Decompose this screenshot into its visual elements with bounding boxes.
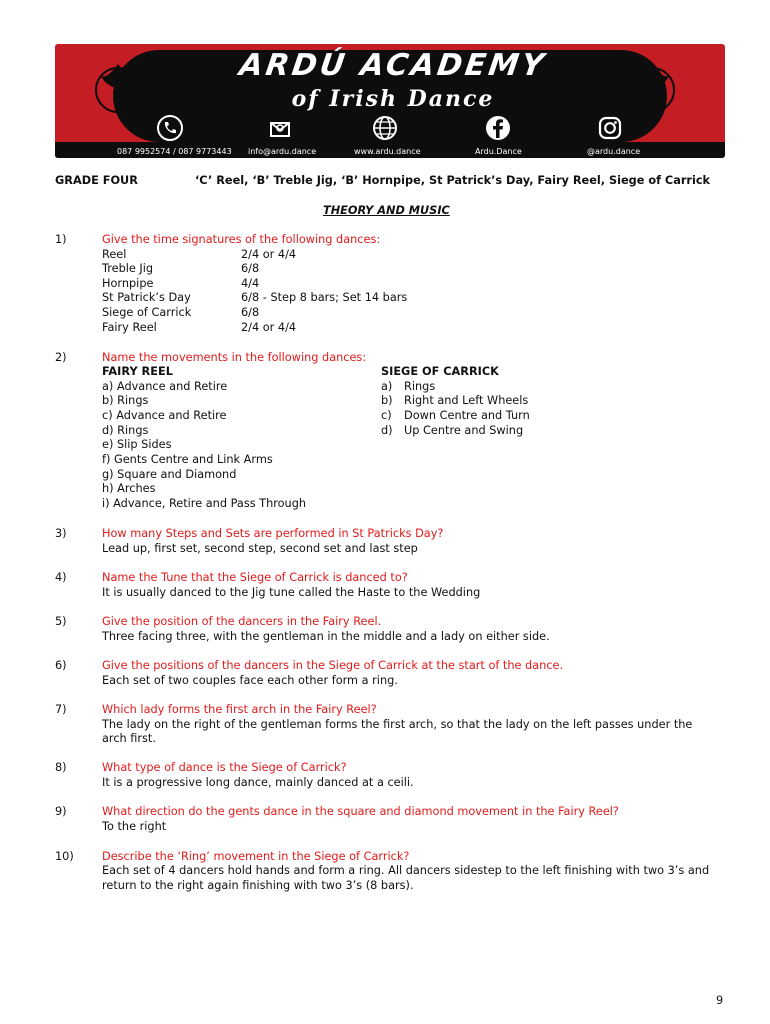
movement-item: i) Advance, Retire and Pass Through bbox=[102, 497, 307, 510]
question-number: 4) bbox=[55, 571, 67, 584]
section-title: THEORY AND MUSIC bbox=[323, 204, 450, 217]
globe-icon bbox=[371, 114, 399, 142]
dance-name: Hornpipe bbox=[102, 277, 154, 290]
question-text: Name the movements in the following dances: bbox=[102, 351, 367, 364]
answer-text: It is usually danced to the Jig tune called the Haste to the Wedding bbox=[102, 586, 481, 599]
movement-item: e) Slip Sides bbox=[102, 438, 172, 451]
contact-phone: 087 9952574 / 087 9773443 bbox=[117, 147, 232, 156]
answer-text: Each set of 4 dancers hold hands and form a ring. All dancers sidestep to the left finishing with two 3’s and bbox=[102, 864, 710, 877]
answer-text: arch first. bbox=[102, 732, 156, 745]
dance-name: St Patrick’s Day bbox=[102, 291, 191, 304]
movement-item: Down Centre and Turn bbox=[404, 409, 530, 422]
question-number: 6) bbox=[55, 659, 67, 672]
instagram-icon bbox=[596, 114, 624, 142]
question-number: 5) bbox=[55, 615, 67, 628]
question-text: How many Steps and Sets are performed in St Patricks Day? bbox=[102, 527, 444, 540]
question-number: 8) bbox=[55, 761, 67, 774]
movement-item: f) Gents Centre and Link Arms bbox=[102, 453, 273, 466]
question-number: 9) bbox=[55, 805, 67, 818]
contact-email: info@ardu.dance bbox=[248, 147, 317, 156]
answer-text: To the right bbox=[102, 820, 167, 833]
movement-item: Rings bbox=[404, 380, 436, 393]
answer-text: It is a progressive long dance, mainly danced at a ceili. bbox=[102, 776, 414, 789]
question-number: 10) bbox=[55, 850, 74, 863]
email-icon bbox=[266, 114, 294, 142]
phone-icon bbox=[156, 114, 184, 142]
page-number: 9 bbox=[716, 994, 724, 1007]
question-text: What direction do the gents dance in the square and diamond movement in the Fairy Reel? bbox=[102, 805, 619, 818]
movement-letter: b) bbox=[381, 394, 393, 407]
grade-dances: ‘C’ Reel, ‘B’ Treble Jig, ‘B’ Hornpipe, St Patrick’s Day, Fairy Reel, Siege of Carrick bbox=[195, 174, 711, 187]
academy-subtitle: of Irish Dance bbox=[291, 86, 495, 112]
answer-text: return to the right again finishing with two 3’s (8 bars). bbox=[102, 879, 414, 892]
time-signature: 6/8 bbox=[241, 306, 260, 319]
facebook-icon bbox=[484, 114, 512, 142]
movement-letter: c) bbox=[381, 409, 392, 422]
movement-item: d) Rings bbox=[102, 424, 149, 437]
answer-text: Three facing three, with the gentleman in the middle and a lady on either side. bbox=[102, 630, 550, 643]
question-text: Give the position of the dancers in the Fairy Reel. bbox=[102, 615, 382, 628]
phoenix-logo-icon bbox=[627, 54, 677, 118]
question-text: What type of dance is the Siege of Carrick? bbox=[102, 761, 347, 774]
movement-item: Up Centre and Swing bbox=[404, 424, 524, 437]
academy-title: ARDÚ ACADEMY bbox=[237, 48, 549, 83]
dance-name: Reel bbox=[102, 248, 127, 261]
fairy-reel-heading: FAIRY REEL bbox=[102, 365, 173, 378]
time-signature: 2/4 or 4/4 bbox=[241, 321, 297, 334]
contact-instagram: @ardu.dance bbox=[587, 147, 641, 156]
contact-website: www.ardu.dance bbox=[354, 147, 421, 156]
siege-of-carrick-heading: SIEGE OF CARRICK bbox=[381, 365, 499, 378]
question-text: Which lady forms the first arch in the Fairy Reel? bbox=[102, 703, 377, 716]
answer-text: Each set of two couples face each other form a ring. bbox=[102, 674, 398, 687]
answer-text: The lady on the right of the gentleman forms the first arch, so that the lady on the left passes under the bbox=[102, 718, 693, 731]
time-signature: 6/8 - Step 8 bars; Set 14 bars bbox=[241, 291, 408, 304]
question-number: 2) bbox=[55, 351, 67, 364]
movement-letter: a) bbox=[381, 380, 393, 393]
movement-item: b) Rings bbox=[102, 394, 149, 407]
dance-name: Fairy Reel bbox=[102, 321, 157, 334]
movement-item: a) Advance and Retire bbox=[102, 380, 228, 393]
question-text: Give the time signatures of the following dances: bbox=[102, 233, 381, 246]
time-signature: 6/8 bbox=[241, 262, 260, 275]
question-number: 7) bbox=[55, 703, 67, 716]
contact-facebook: Ardu.Dance bbox=[475, 147, 522, 156]
time-signature: 4/4 bbox=[241, 277, 260, 290]
grade-label: GRADE FOUR bbox=[55, 174, 138, 187]
movement-item: h) Arches bbox=[102, 482, 156, 495]
dance-name: Siege of Carrick bbox=[102, 306, 192, 319]
dance-name: Treble Jig bbox=[102, 262, 154, 275]
movement-item: Right and Left Wheels bbox=[404, 394, 529, 407]
phoenix-logo-icon bbox=[93, 54, 143, 118]
answer-text: Lead up, first set, second step, second set and last step bbox=[102, 542, 418, 555]
time-signature: 2/4 or 4/4 bbox=[241, 248, 297, 261]
question-text: Give the positions of the dancers in the Siege of Carrick at the start of the dance. bbox=[102, 659, 564, 672]
question-text: Describe the ‘Ring’ movement in the Siege of Carrick? bbox=[102, 850, 410, 863]
movement-item: g) Square and Diamond bbox=[102, 468, 237, 481]
question-text: Name the Tune that the Siege of Carrick is danced to? bbox=[102, 571, 408, 584]
movement-letter: d) bbox=[381, 424, 393, 437]
question-number: 1) bbox=[55, 233, 67, 246]
question-number: 3) bbox=[55, 527, 67, 540]
banner bbox=[55, 44, 725, 158]
movement-item: c) Advance and Retire bbox=[102, 409, 227, 422]
